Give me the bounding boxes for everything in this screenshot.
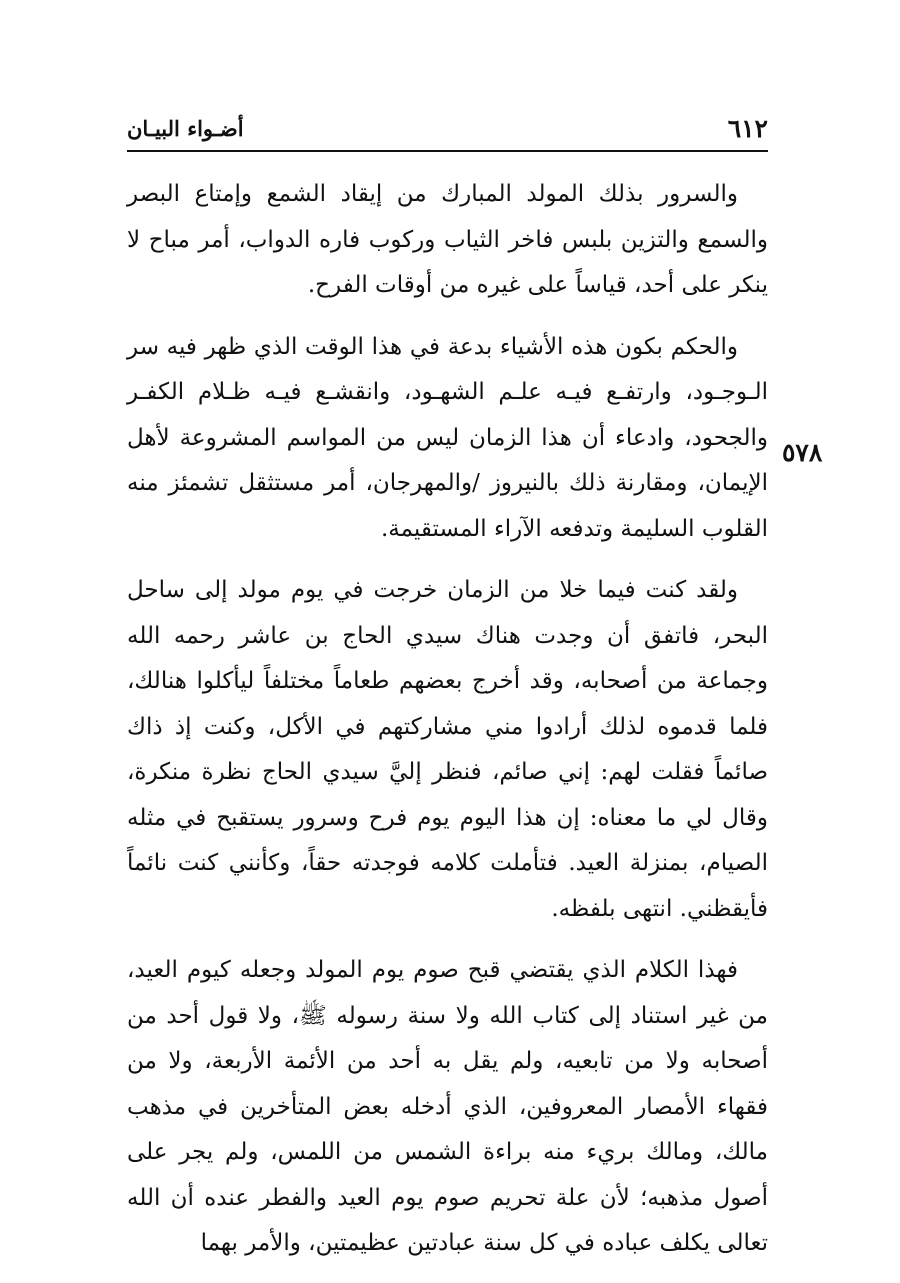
paragraph: والسرور بذلك المولد المبارك من إيقاد الشمع وإمتاع البصر والسمع والتزين بلبس فاخر الثياب وركوب فاره الدواب، أمر مباح لا ينكر على أحد، قياساً على غيره من أوقات الفرح.: [127, 181, 768, 298]
margin-page-reference: ٥٧٨: [782, 438, 823, 467]
body-text: [127, 172, 768, 1283]
paragraph: والحكم بكون هذه الأشياء بدعة في هذا الوقت الذي ظهر فيه سر الـوجـود، وارتفـع فيـه علـم الشهـود، وانقشـع فيـه ظـلام الكفـر والجحود، وادعاء أن هذا الزمان ليس من المواسم المشروعة لأهل الإيمان، ومقارنة ذلك بالنيروز /والمهرجان، أمر مستثقل تشمئز منه القلوب السليمة وتدفعه الآراء المستقيمة.: [127, 333, 768, 542]
paragraph: فهذا الكلام الذي يقتضي قبح صوم يوم المولد وجعله كيوم العيد، من غير استناد إلى كتاب الله ولا سنة رسوله ﷺ، ولا قول أحد من أصحابه ولا من تابعيه، ولم يقل به أحد من الأئمة الأربعة، ولا من فقهاء الأمصار المعروفين، الذي أدخله بعض المتأخرين في مذهب مالك، ومالك بريء منه براءة الشمس من اللمس، ولم يجر على أصول مذهبه؛ لأن علة تحريم صوم يوم العيد والفطر عنده أن الله تعالى يكلف عباده في كل سنة عبادتين عظيمتين، والأمر بهما: [127, 957, 768, 1256]
page-header: [127, 112, 768, 150]
paragraph: ولقد كنت فيما خلا من الزمان خرجت في يوم مولد إلى ساحل البحر، فاتفق أن وجدت هناك سيدي الحاج بن عاشر رحمه الله وجماعة من أصحابه، وقد أخرج بعضهم طعاماً مختلفاً ليأكلوا هنالك، فلما قدموه لذلك أرادوا مني مشاركتهم في الأكل، وكنت إذ ذاك صائماً فقلت لهم: إني صائم، فنظر إليَّ سيدي الحاج نظرة منكرة، وقال لي ما معناه: إن هذا اليوم يوم فرح وسرور يستقبح في مثله الصيام، بمنزلة العيد. فتأملت كلامه فوجدته حقاً، وكأنني كنت نائماً فأيقظني. انتهى بلفظه.: [127, 577, 768, 922]
book-title: أضـواء البيـان: [127, 116, 244, 141]
header-rule: [127, 150, 768, 152]
page-number: ٦١٢: [727, 114, 768, 143]
